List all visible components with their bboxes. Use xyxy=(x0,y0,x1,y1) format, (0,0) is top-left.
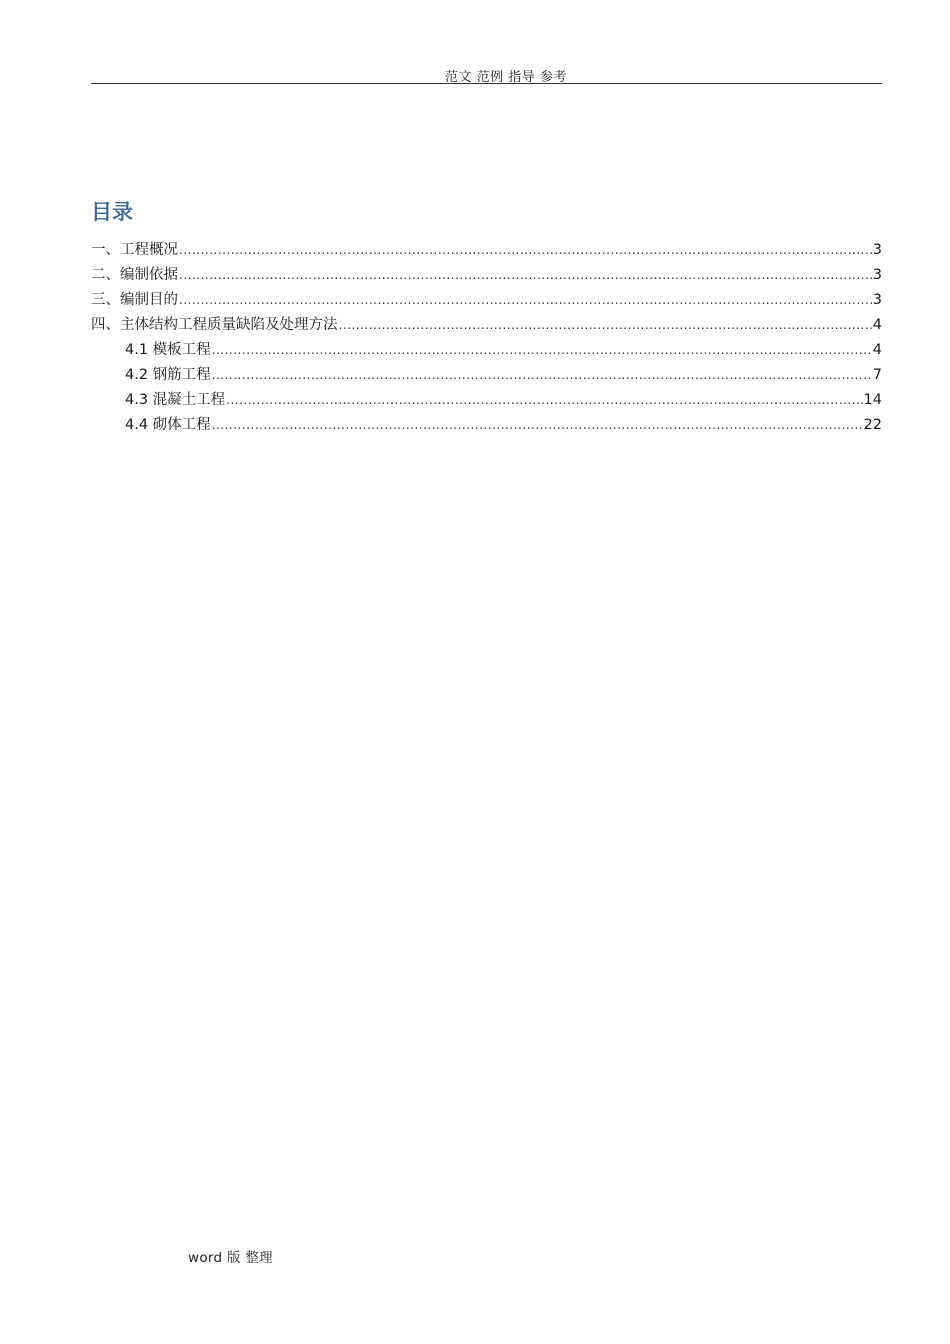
toc-entry-page: 4 xyxy=(872,342,882,358)
toc-entry-label: 一、工程概况 xyxy=(91,242,178,258)
toc-entry-page: 3 xyxy=(872,292,882,308)
toc-entry-page: 22 xyxy=(863,417,882,433)
toc-entry-label: 四、主体结构工程质量缺陷及处理方法 xyxy=(91,317,338,333)
toc-title: 目录 xyxy=(91,200,133,224)
toc-entry-rebar[interactable] xyxy=(91,363,882,388)
toc-entry-page: 4 xyxy=(872,317,882,333)
toc-leader-dots xyxy=(179,238,872,263)
toc-entry-formwork[interactable] xyxy=(91,338,882,363)
toc-leader-dots xyxy=(179,263,872,288)
page-footer: word 版 整理 xyxy=(188,1250,273,1266)
toc-entry-compilation-basis[interactable] xyxy=(91,263,882,288)
toc-entry-label: 4.2 钢筋工程 xyxy=(125,367,211,383)
page-header: 范文 范例 指导 参考 xyxy=(445,70,567,85)
header-divider xyxy=(91,83,882,84)
toc-entry-label: 4.3 混凝土工程 xyxy=(125,392,226,408)
toc-entry-masonry[interactable] xyxy=(91,413,882,438)
toc-entry-project-overview[interactable] xyxy=(91,238,882,263)
toc-entry-concrete[interactable] xyxy=(91,388,882,413)
toc-entry-quality-defects[interactable] xyxy=(91,313,882,338)
toc-leader-dots xyxy=(212,413,863,438)
table-of-contents xyxy=(91,238,882,438)
toc-entry-page: 14 xyxy=(863,392,882,408)
toc-entry-label: 4.1 模板工程 xyxy=(125,342,211,358)
toc-entry-page: 3 xyxy=(872,242,882,258)
toc-leader-dots xyxy=(226,388,862,413)
toc-leader-dots xyxy=(179,288,872,313)
toc-entry-compilation-purpose[interactable] xyxy=(91,288,882,313)
toc-leader-dots xyxy=(212,363,872,388)
toc-leader-dots xyxy=(339,313,872,338)
toc-entry-page: 7 xyxy=(872,367,882,383)
toc-entry-label: 二、编制依据 xyxy=(91,267,178,283)
toc-leader-dots xyxy=(212,338,872,363)
toc-entry-label: 三、编制目的 xyxy=(91,292,178,308)
toc-entry-label: 4.4 砌体工程 xyxy=(125,417,211,433)
toc-entry-page: 3 xyxy=(872,267,882,283)
